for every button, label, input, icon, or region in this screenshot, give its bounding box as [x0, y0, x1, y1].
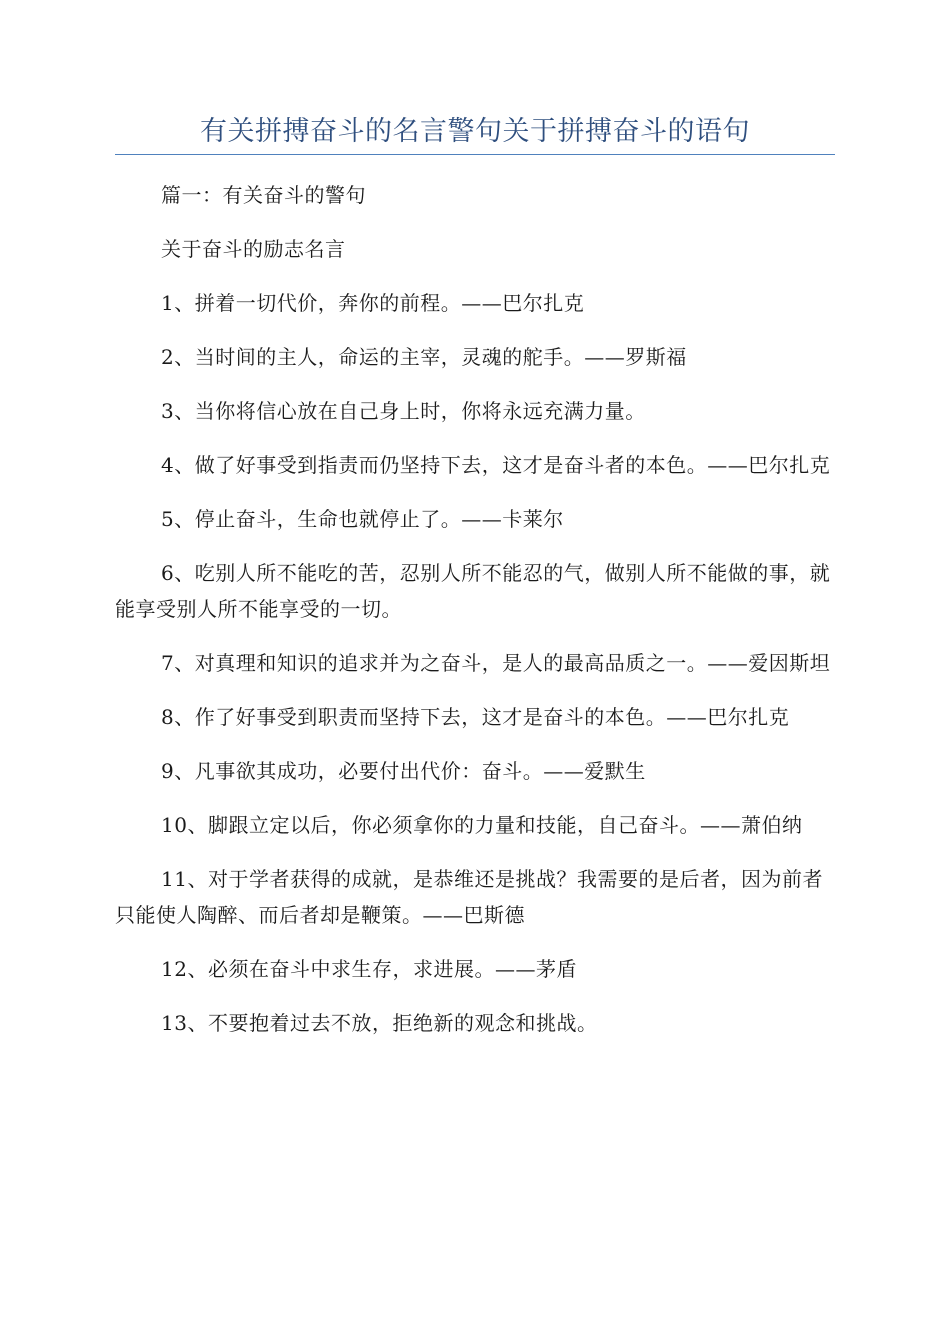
quote-paragraph: 12、必须在奋斗中求生存，求进展。——茅盾	[161, 957, 577, 981]
quote-paragraph: 9、凡事欲其成功，必要付出代价：奋斗。——爱默生	[161, 759, 646, 783]
quote-paragraph: 5、停止奋斗，生命也就停止了。——卡莱尔	[161, 507, 564, 531]
document-body	[115, 177, 835, 1059]
quote-paragraph: 7、对真理和知识的追求并为之奋斗，是人的最高品质之一。——爱因斯坦	[161, 651, 831, 675]
quote-paragraph: 2、当时间的主人，命运的主宰，灵魂的舵手。——罗斯福	[161, 345, 687, 369]
subheading: 关于奋斗的励志名言	[161, 237, 346, 261]
quote-paragraph: 1、拼着一切代价，奔你的前程。——巴尔扎克	[161, 291, 585, 315]
quote-paragraph: 13、不要抱着过去不放，拒绝新的观念和挑战。	[161, 1011, 598, 1035]
quote-paragraph: 3、当你将信心放在自己身上时，你将永远充满力量。	[161, 399, 646, 423]
quote-paragraph: 6、吃别人所不能吃的苦，忍别人所不能忍的气，做别人所不能做的事，就能享受别人所不能享受的一切。	[115, 561, 831, 621]
quote-paragraph: 11、对于学者获得的成就，是恭维还是挑战？我需要的是后者，因为前者只能使人陶醉、而后者却是鞭策。——巴斯德	[115, 867, 823, 927]
quote-paragraph: 4、做了好事受到指责而仍坚持下去，这才是奋斗者的本色。——巴尔扎克	[161, 453, 831, 477]
section-heading: 篇一：有关奋斗的警句	[161, 183, 366, 207]
title-underline	[115, 154, 835, 155]
document-title: 有关拼搏奋斗的名言警句关于拼搏奋斗的语句	[200, 116, 750, 147]
quote-paragraph: 10、脚跟立定以后，你必须拿你的力量和技能，自己奋斗。——萧伯纳	[161, 813, 803, 837]
quote-paragraph: 8、作了好事受到职责而坚持下去，这才是奋斗的本色。——巴尔扎克	[161, 705, 790, 729]
